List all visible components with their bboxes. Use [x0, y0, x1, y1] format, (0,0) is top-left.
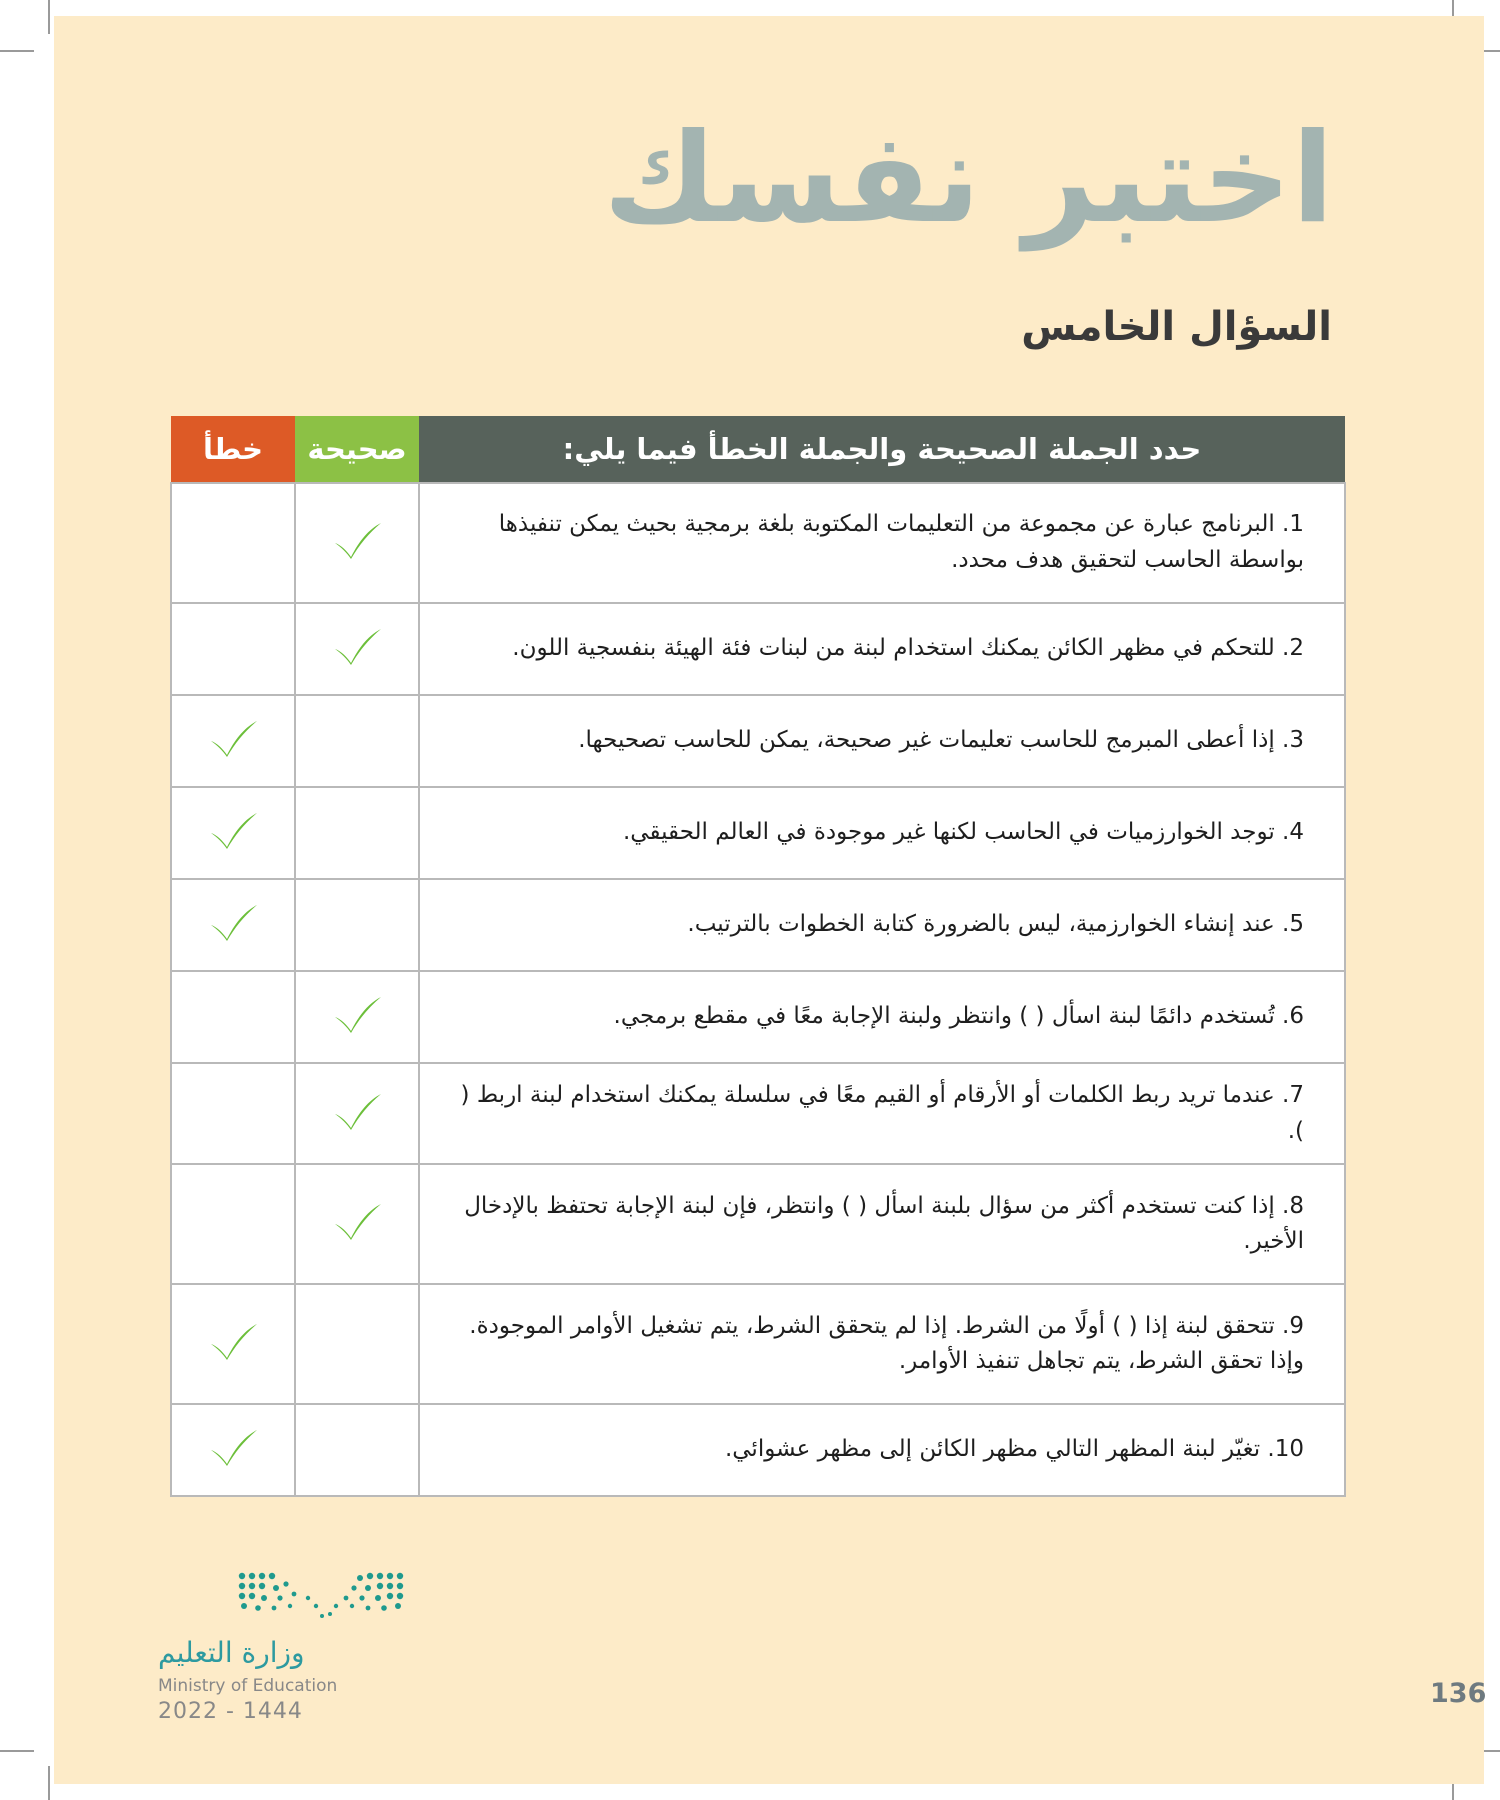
- question-column-header: حدد الجملة الصحيحة والجملة الخطأ فيما يلي:: [419, 416, 1345, 483]
- check-icon: [331, 625, 383, 669]
- table-row: [171, 1063, 1345, 1164]
- table-row: [171, 1404, 1345, 1496]
- question-text: 1. البرنامج عبارة عن مجموعة من التعليمات المكتوبة بلغة برمجية بحيث يمكن تنفيذها بواسطة الحاسب لتحقيق هدف محدد.: [419, 483, 1345, 603]
- wrong-answer-cell[interactable]: [171, 879, 295, 971]
- question-text: 7. عندما تريد ربط الكلمات أو الأرقام أو القيم معًا في سلسلة يمكنك استخدام لبنة اربط ( ).: [419, 1063, 1345, 1164]
- table-row: [171, 971, 1345, 1063]
- check-icon: [207, 1320, 259, 1364]
- check-icon: [331, 1200, 383, 1244]
- edition-year: 2022 - 1444: [158, 1699, 303, 1724]
- question-text: 9. تتحقق لبنة إذا ( ) أولًا من الشرط. إذا لم يتحقق الشرط، يتم تشغيل الأوامر الموجودة. وإذا تحقق الشرط، يتم تجاهل تنفيذ الأوامر.: [419, 1284, 1345, 1404]
- table-row: [171, 787, 1345, 879]
- ministry-name-arabic: وزارة التعليم: [158, 1636, 305, 1669]
- true-false-table: [170, 416, 1346, 1497]
- crop-mark: [0, 50, 34, 52]
- wrong-answer-cell[interactable]: [171, 787, 295, 879]
- table-header-row: [171, 416, 1345, 483]
- check-icon: [331, 993, 383, 1037]
- correct-answer-cell[interactable]: [295, 695, 419, 787]
- question-text: 3. إذا أعطى المبرمج للحاسب تعليمات غير صحيحة، يمكن للحاسب تصحيحها.: [419, 695, 1345, 787]
- page-number: 136: [1430, 1678, 1487, 1709]
- check-icon: [331, 519, 383, 563]
- check-icon: [207, 1426, 259, 1470]
- wrong-answer-cell[interactable]: [171, 483, 295, 603]
- crop-mark: [0, 1750, 34, 1752]
- wrong-answer-cell[interactable]: [171, 1404, 295, 1496]
- check-icon: [207, 809, 259, 853]
- check-icon: [207, 717, 259, 761]
- wrong-answer-cell[interactable]: [171, 695, 295, 787]
- wrong-answer-cell[interactable]: [171, 1284, 295, 1404]
- textbook-page: [54, 16, 1487, 1784]
- table-row: [171, 1164, 1345, 1284]
- table-row: [171, 603, 1345, 695]
- correct-answer-cell[interactable]: [295, 971, 419, 1063]
- wrong-column-header: خطأ: [171, 416, 295, 483]
- check-icon: [207, 901, 259, 945]
- wrong-answer-cell[interactable]: [171, 1164, 295, 1284]
- question-text: 5. عند إنشاء الخوارزمية، ليس بالضرورة كتابة الخطوات بالترتيب.: [419, 879, 1345, 971]
- correct-answer-cell[interactable]: [295, 1063, 419, 1164]
- wrong-answer-cell[interactable]: [171, 1063, 295, 1164]
- correct-answer-cell[interactable]: [295, 787, 419, 879]
- page-title: اختبر نفسك: [603, 107, 1334, 251]
- question-text: 6. تُستخدم دائمًا لبنة اسأل ( ) وانتظر ولبنة الإجابة معًا في مقطع برمجي.: [419, 971, 1345, 1063]
- table-row: [171, 695, 1345, 787]
- correct-answer-cell[interactable]: [295, 1164, 419, 1284]
- crop-mark: [48, 0, 50, 34]
- wrong-answer-cell[interactable]: [171, 971, 295, 1063]
- table-row: [171, 483, 1345, 603]
- ministry-name-english: Ministry of Education: [158, 1676, 338, 1696]
- section-subtitle: السؤال الخامس: [1021, 304, 1332, 350]
- ministry-dots-logo: [236, 1568, 406, 1624]
- question-text: 10. تغيّر لبنة المظهر التالي مظهر الكائن إلى مظهر عشوائي.: [419, 1404, 1345, 1496]
- question-text: 2. للتحكم في مظهر الكائن يمكنك استخدام لبنة من لبنات فئة الهيئة بنفسجية اللون.: [419, 603, 1345, 695]
- correct-answer-cell[interactable]: [295, 483, 419, 603]
- check-icon: [331, 1090, 383, 1134]
- correct-answer-cell[interactable]: [295, 603, 419, 695]
- question-text: 4. توجد الخوارزميات في الحاسب لكنها غير موجودة في العالم الحقيقي.: [419, 787, 1345, 879]
- correct-answer-cell[interactable]: [295, 1284, 419, 1404]
- correct-answer-cell[interactable]: [295, 879, 419, 971]
- correct-answer-cell[interactable]: [295, 1404, 419, 1496]
- wrong-answer-cell[interactable]: [171, 603, 295, 695]
- table-row: [171, 1284, 1345, 1404]
- table-row: [171, 879, 1345, 971]
- correct-column-header: صحيحة: [295, 416, 419, 483]
- table-body: [171, 483, 1345, 1496]
- question-text: 8. إذا كنت تستخدم أكثر من سؤال بلبنة اسأل ( ) وانتظر، فإن لبنة الإجابة تحتفظ بالإدخال الأخير.: [419, 1164, 1345, 1284]
- crop-mark: [48, 1766, 50, 1800]
